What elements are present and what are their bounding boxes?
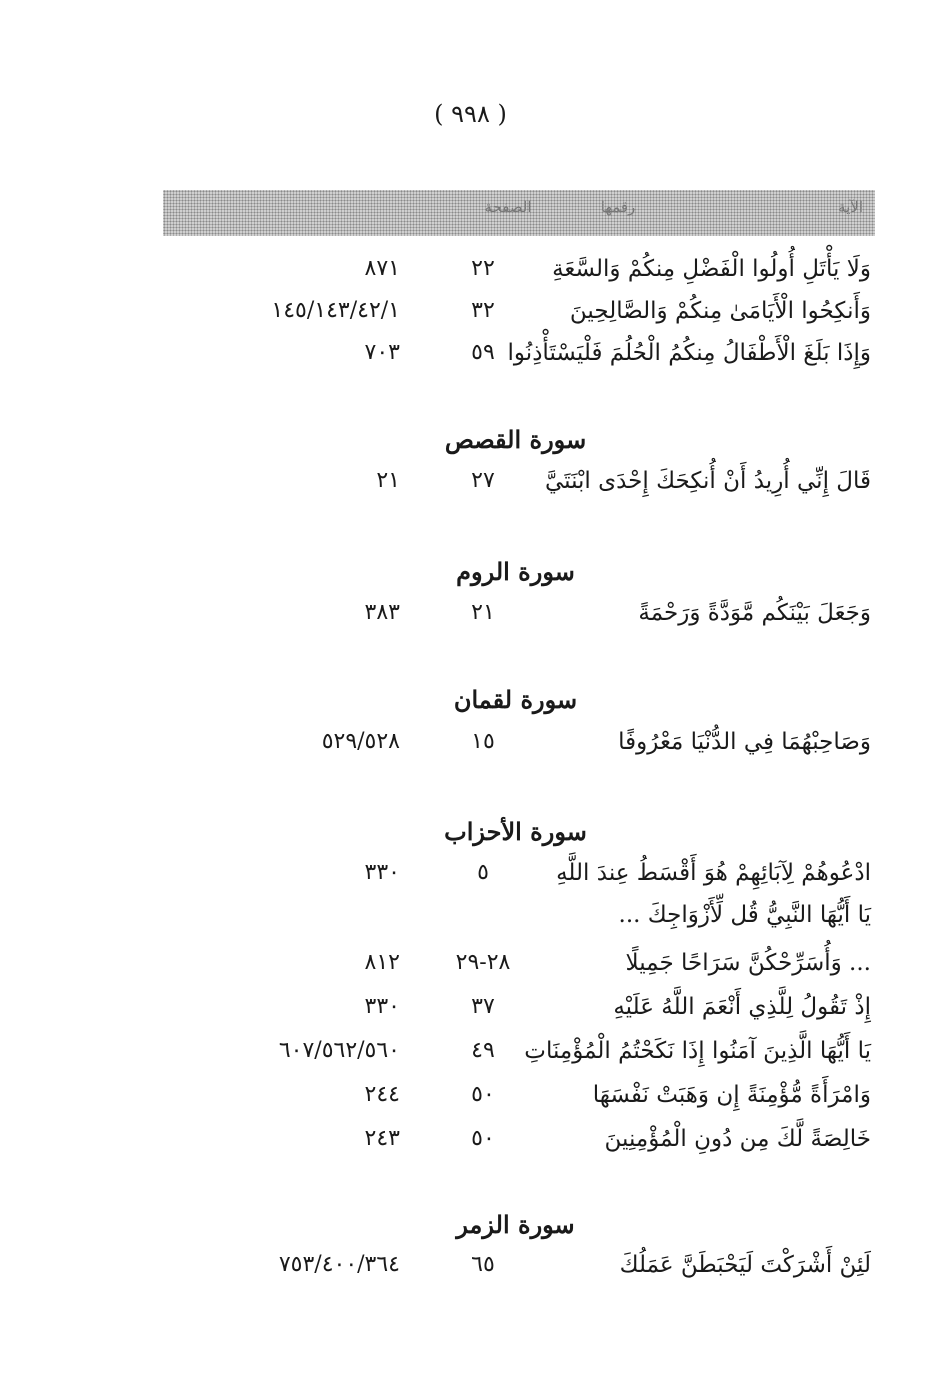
table-row (163, 942, 875, 984)
page-refs: ٢١ (376, 468, 400, 493)
table-row (163, 1074, 875, 1116)
page-refs: ١٤٥/١٤٣/٤٢/١ (271, 298, 400, 323)
surah-title: سورة القصص (444, 425, 587, 454)
table-row (163, 332, 875, 374)
table-row (163, 894, 875, 936)
table-row (163, 248, 875, 290)
verse-text: يَا أَيُّهَا النَّبِيُّ قُل لِّأَزْوَاجِكَ ... (618, 902, 871, 928)
surah-title: سورة الأحزاب (444, 817, 587, 846)
verse-text: وَجَعَلَ بَيْنَكُم مَّوَدَّةً وَرَحْمَةً (638, 600, 871, 626)
verse-number: ٥٩ (471, 340, 495, 365)
verse-number: ٣٧ (471, 994, 495, 1019)
verse-number: ٢٨-٢٩ (455, 950, 511, 975)
surah-title: سورة الزمر (456, 1210, 575, 1239)
surah-title: سورة لقمان (453, 685, 578, 714)
verse-number: ٣٢ (471, 298, 495, 323)
header-page: الصفحة (484, 198, 532, 216)
verse-number: ٥٠ (471, 1082, 495, 1107)
table-row (163, 1118, 875, 1160)
page-refs: ٢٤٤ (364, 1082, 400, 1107)
surah-title: سورة الروم (456, 557, 575, 586)
verse-text: وَصَاحِبْهُمَا فِي الدُّنْيَا مَعْرُوفًا (618, 729, 871, 755)
verse-text: ادْعُوهُمْ لِآبَائِهِمْ هُوَ أَقْسَطُ عِندَ اللَّهِ (556, 860, 871, 886)
verse-number: ١٥ (471, 729, 495, 754)
table-header (163, 190, 875, 236)
verse-text: وَلَا يَأْتَلِ أُولُوا الْفَضْلِ مِنكُمْ وَالسَّعَةِ (552, 256, 871, 282)
table-row (163, 1244, 875, 1286)
page-refs: ٧٠٣ (364, 340, 400, 365)
header-verse: الآية (838, 198, 863, 216)
verse-text: وَأَنكِحُوا الْأَيَامَىٰ مِنكُمْ وَالصَّالِحِينَ (569, 298, 871, 324)
verse-text: ... وَأُسَرِّحْكُنَّ سَرَاحًا جَمِيلًا (625, 950, 871, 976)
table-row (163, 986, 875, 1028)
verse-number: ٦٥ (471, 1252, 495, 1277)
verse-number: ٤٩ (471, 1038, 495, 1063)
verse-text: وَإِذَا بَلَغَ الْأَطْفَالُ مِنكُمُ الْحُلُمَ فَلْيَسْتَأْذِنُوا (507, 340, 871, 366)
verse-text: خَالِصَةً لَّكَ مِن دُونِ الْمُؤْمِنِينَ (604, 1126, 871, 1152)
table-row (163, 290, 875, 332)
page-number: ( ٩٩٨ ) (434, 100, 507, 128)
table-row (163, 852, 875, 894)
page-refs: ٨١٢ (364, 950, 400, 975)
table-row (163, 592, 875, 634)
page-refs: ٨٧١ (364, 256, 400, 281)
verse-number: ٢٢ (471, 256, 495, 281)
verse-number: ٥٠ (471, 1126, 495, 1151)
verse-text: إِذْ تَقُولُ لِلَّذِي أَنْعَمَ اللَّهُ عَلَيْهِ (613, 994, 871, 1020)
page-refs: ٢٤٣ (364, 1126, 400, 1151)
verse-number: ٥ (477, 860, 489, 885)
verse-text: يَا أَيُّهَا الَّذِينَ آمَنُوا إِذَا نَكَحْتُمُ الْمُؤْمِنَاتِ (524, 1038, 871, 1064)
verse-text: قَالَ إِنِّي أُرِيدُ أَنْ أُنكِحَكَ إِحْدَى ابْنَتَيَّ (544, 468, 871, 494)
page-refs: ٧٥٣/٤٠٠/٣٦٤ (278, 1252, 400, 1277)
page-refs: ٣٣٠ (364, 860, 400, 885)
page-refs: ٣٣٠ (364, 994, 400, 1019)
page-refs: ٥٢٩/٥٢٨ (321, 729, 400, 754)
page-refs: ٣٨٣ (364, 600, 400, 625)
verse-text: لَئِنْ أَشْرَكْتَ لَيَحْبَطَنَّ عَمَلُكَ (619, 1252, 871, 1278)
table-row (163, 1030, 875, 1072)
header-number: رقمها (600, 198, 636, 216)
table-row (163, 460, 875, 502)
verse-number: ٢١ (471, 600, 495, 625)
page-refs: ٦٠٧/٥٦٢/٥٦٠ (278, 1038, 400, 1063)
verse-text: وَامْرَأَةً مُّؤْمِنَةً إِن وَهَبَتْ نَفْسَهَا (592, 1082, 871, 1108)
verse-number: ٢٧ (471, 468, 495, 493)
table-row (163, 721, 875, 763)
